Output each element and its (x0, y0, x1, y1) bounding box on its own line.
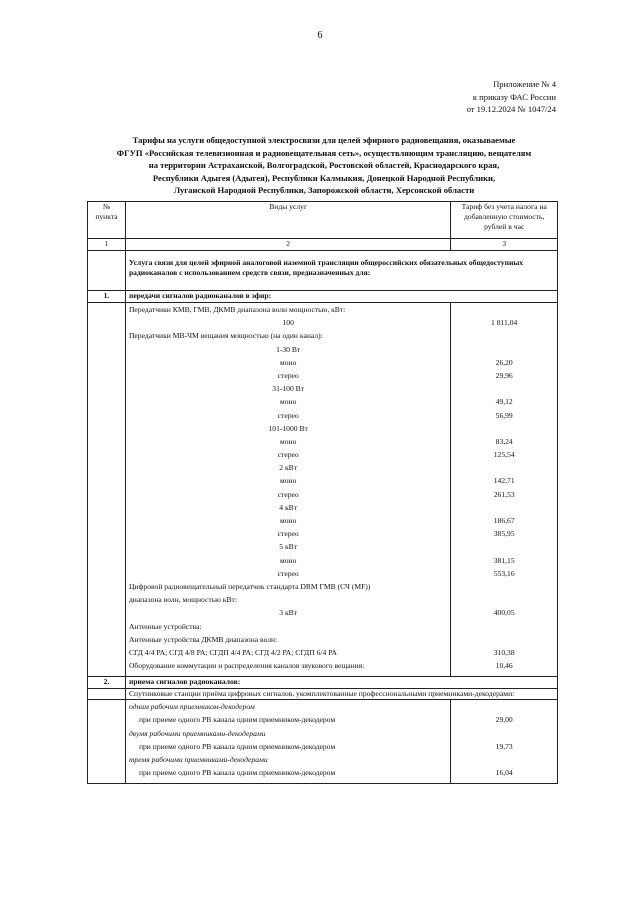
section1-services (125, 303, 450, 677)
receiver-group-label: одним рабочим приемником-декодером (128, 702, 255, 712)
tariff-value (454, 622, 554, 635)
section2-intro-row (88, 689, 558, 700)
appendix-reference (467, 78, 556, 116)
section-title: передачи сигналов радиоканалов в эфир: (125, 291, 557, 303)
service-item: при приеме одного РВ канала одним приемником-декодером (138, 741, 336, 751)
service-item: Антенные устройства: (128, 621, 202, 631)
tariff-value: 49,12 (495, 397, 513, 407)
tariff-value: 19,73 (495, 741, 513, 751)
tariff-value: 56,99 (495, 410, 513, 420)
service-item: моно (279, 516, 297, 525)
section-title: приема сигналов радиоканалов: (125, 677, 557, 689)
column-index-row (88, 239, 558, 251)
service-item: Оборудование коммутации и распределения каналов звукового вещания: (128, 661, 365, 671)
section-number: 1. (88, 291, 126, 303)
title-line: на территории Астраханской, Волгоградской, Ростовской областей, Краснодарского края, (148, 160, 500, 171)
column-index: 1 (88, 239, 126, 251)
column-index: 2 (125, 239, 450, 251)
table-header-row (88, 202, 558, 239)
appendix-line: Приложение № 4 (493, 79, 556, 89)
service-item: стерео (277, 489, 299, 499)
tariff-value (454, 424, 554, 437)
tariff-value (454, 463, 554, 476)
service-item: 31-100 Вт (272, 384, 305, 394)
tariff-value: 261,53 (493, 489, 515, 499)
tariff-value: 1 811,04 (491, 318, 518, 328)
tariff-value: 29,00 (495, 715, 513, 725)
tariff-value: 310,38 (493, 647, 515, 657)
service-item: стерео (277, 529, 299, 539)
service-item: моно (279, 555, 297, 565)
service-item: при приеме одного РВ канала одним приемником-декодером (138, 768, 336, 778)
header-item-number: № пункта (88, 202, 126, 239)
section-row (88, 677, 558, 689)
tariff-value: 385,95 (493, 529, 515, 539)
service-item: 101-1000 Вт (268, 423, 308, 433)
service-item: диапазона волн, мощностью кВт: (128, 595, 237, 605)
service-item: стерео (277, 450, 299, 460)
title-line: Луганской Народной Республики, Запорожской области, Херсонской области (173, 185, 475, 196)
tariff-spacer (454, 702, 554, 715)
tariff-value: 381,15 (493, 555, 515, 565)
service-item: 3 кВт (279, 608, 298, 618)
service-item: при приеме одного РВ канала одним приемником-декодером (138, 715, 336, 725)
tariff-value: 125,54 (493, 450, 515, 460)
tariff-value (454, 542, 554, 555)
service-item: моно (279, 476, 297, 486)
service-item: моно (279, 397, 297, 407)
section2-intro: Спутниковые станции приёма цифровых сигналов, укомплектованные профессиональными приемниками-декодерами: (125, 689, 557, 700)
tariff-value: 26,20 (495, 357, 513, 367)
service-item: 5 кВт (279, 542, 298, 552)
tariff-value (454, 305, 554, 318)
service-item: стерео (277, 568, 299, 578)
title-line: Тарифы на услуги общедоступной электросвязи для целей эфирного радиовещания, оказываемые (132, 135, 516, 145)
tariff-value: 10,46 (495, 661, 513, 671)
tariff-spacer (454, 729, 554, 742)
tariff-value: 16,04 (495, 768, 513, 778)
column-index: 3 (451, 239, 558, 251)
tariff-value: 400,05 (493, 608, 515, 618)
service-item: Передатчики МВ-ЧМ вещания мощностью (на один канал): (128, 331, 323, 341)
service-title: Услуга связи для целей эфирной аналоговой наземной трансляции общероссийских обязательных общедоступных радиоканалов с использованием средств связи, предназначенных для: (125, 251, 557, 291)
service-item: 100 (282, 318, 294, 328)
title-line: Республики Адыгея (Адыгея), Республики Калмыкия, Донецкой Народной Республики, (152, 172, 496, 183)
service-item: 2 кВт (279, 463, 298, 473)
service-item: 1-30 Вт (276, 344, 301, 354)
tariff-value (454, 331, 554, 344)
service-item: моно (279, 357, 297, 367)
tariff-value (454, 345, 554, 358)
service-item: моно (279, 436, 297, 446)
tariff-value: 553,16 (493, 568, 515, 578)
section-number: 2. (88, 677, 126, 689)
header-tariff: Тариф без учета налога на добавленную стоимость, рублей в час (451, 202, 558, 239)
service-item: Антенные устройства ДКМВ диапазона волн: (128, 634, 278, 644)
section2-body (88, 700, 558, 784)
tariff-table (87, 201, 558, 784)
service-item: Передатчики КМВ, ГМВ, ДКМВ диапазона волн мощностью, кВт: (128, 305, 346, 314)
title-line: ФГУП «Российская телевизионная и радиовещательная сеть», осуществляющим трансляцию, вещателям (116, 147, 532, 158)
tariff-value (454, 503, 554, 516)
section1-body (88, 303, 558, 677)
appendix-date-line: от 19.12.2024 № 1047/24 (466, 104, 556, 114)
tariff-value: 29,96 (495, 370, 513, 380)
tariff-spacer (454, 755, 554, 768)
tariff-value (454, 595, 554, 608)
tariff-value: 142,71 (493, 476, 515, 486)
section2-tariffs (451, 700, 558, 784)
receiver-group-label: двумя рабочими приемниками-декодерами (128, 728, 266, 738)
service-item: 4 кВт (279, 502, 298, 512)
service-item: стерео (277, 370, 299, 380)
tariff-value (454, 384, 554, 397)
section1-tariffs (451, 303, 558, 677)
service-item: стерео (277, 410, 299, 420)
section2-services (125, 700, 450, 784)
header-service-type: Виды услуг (125, 202, 450, 239)
page-number: 6 (317, 30, 323, 41)
tariff-value (454, 582, 554, 595)
service-item: СГД 4/4 РА; СГД 4/8 РА; СГДП 4/4 РА; СГД 4/2 РА; СГДП 6/4 РА (128, 647, 337, 657)
document-title (96, 134, 552, 197)
tariff-value: 83,24 (495, 436, 513, 446)
tariff-value (454, 635, 554, 648)
section-row (88, 291, 558, 303)
service-title-row (88, 251, 558, 291)
service-item: Цифровой радиовещательный передатчик стандарта DRM ГМВ (СЧ (MF)) (128, 581, 371, 591)
receiver-group-label: тремя рабочими приемниками-декодерами (128, 755, 268, 764)
tariff-value: 186,67 (493, 516, 515, 525)
appendix-order-line: к приказу ФАС России (472, 91, 556, 102)
